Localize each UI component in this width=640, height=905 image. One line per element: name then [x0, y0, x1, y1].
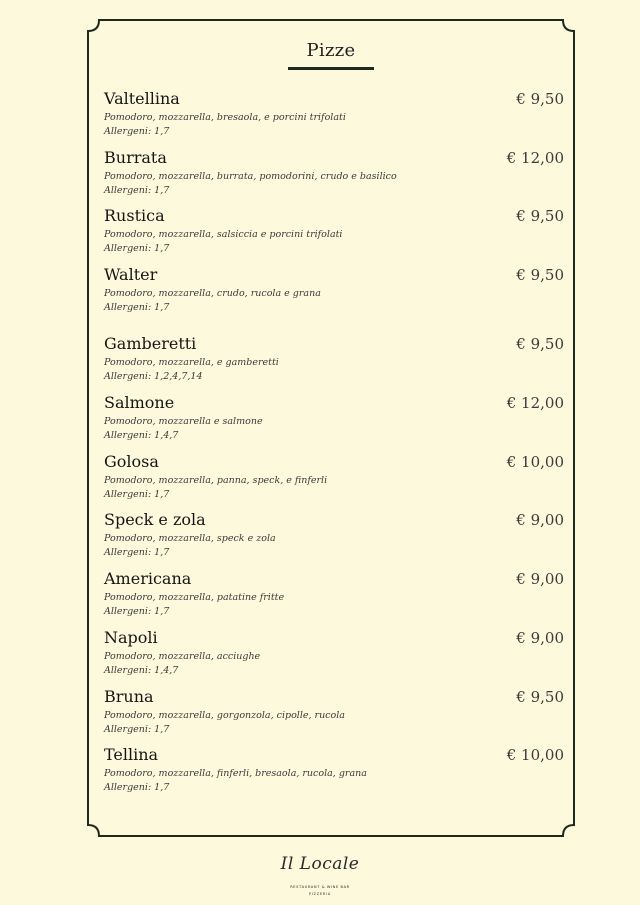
item-allergens: Allergeni: 1,7 [104, 126, 170, 137]
restaurant-logo [270, 852, 370, 900]
item-price: € 12,00 [506, 394, 564, 412]
item-description: Pomodoro, mozzarella, panna, speck, e finferli [104, 475, 328, 486]
item-description: Pomodoro, mozzarella, e gamberetti [104, 357, 279, 368]
item-price: € 10,00 [506, 453, 564, 471]
item-allergens: Allergeni: 1,7 [104, 547, 170, 558]
item-allergens: Allergeni: 1,7 [104, 302, 170, 313]
item-price: € 9,50 [516, 90, 564, 108]
item-price: € 9,50 [516, 688, 564, 706]
item-price: € 9,00 [516, 570, 564, 588]
menu-frame [87, 19, 575, 837]
item-allergens: Allergeni: 1,2,4,7,14 [104, 371, 203, 382]
item-description: Pomodoro, mozzarella, speck e zola [104, 533, 276, 544]
item-name: Tellina [104, 745, 159, 764]
item-description: Pomodoro, mozzarella, gorgonzola, cipolle, rucola [104, 710, 345, 721]
title-underline [288, 67, 374, 70]
item-price: € 10,00 [506, 746, 564, 764]
item-name: Golosa [104, 452, 159, 471]
item-description: Pomodoro, mozzarella, salsiccia e porcini trifolati [104, 229, 343, 240]
item-allergens: Allergeni: 1,7 [104, 243, 170, 254]
item-description: Pomodoro, mozzarella e salmone [104, 416, 263, 427]
item-description: Pomodoro, mozzarella, finferli, bresaola, rucola, grana [104, 768, 367, 779]
item-allergens: Allergeni: 1,7 [104, 782, 170, 793]
item-description: Pomodoro, mozzarella, patatine fritte [104, 592, 285, 603]
item-description: Pomodoro, mozzarella, acciughe [104, 651, 261, 662]
logo-subtitle: RESTAURANT & WINE BAR [290, 885, 350, 889]
item-price: € 12,00 [506, 149, 564, 167]
logo-subtitle-pizzeria: PIZZERIA [309, 892, 331, 896]
item-description: Pomodoro, mozzarella, bresaola, e porcini trifolati [104, 112, 346, 123]
item-allergens: Allergeni: 1,7 [104, 606, 170, 617]
item-name: Salmone [104, 393, 175, 412]
item-allergens: Allergeni: 1,4,7 [104, 430, 179, 441]
item-allergens: Allergeni: 1,7 [104, 489, 170, 500]
menu-title: Pizze [306, 40, 356, 61]
item-price: € 9,00 [516, 629, 564, 647]
item-name: Burrata [104, 148, 167, 167]
item-price: € 9,00 [516, 511, 564, 529]
item-name: Napoli [104, 628, 158, 647]
item-price: € 9,50 [516, 266, 564, 284]
item-name: Rustica [104, 206, 165, 225]
item-name: Walter [104, 265, 158, 284]
item-allergens: Allergeni: 1,7 [104, 724, 170, 735]
item-name: Americana [104, 569, 192, 588]
item-allergens: Allergeni: 1,7 [104, 185, 170, 196]
item-description: Pomodoro, mozzarella, burrata, pomodorini, crudo e basilico [104, 171, 397, 182]
item-price: € 9,50 [516, 207, 564, 225]
item-name: Valtellina [104, 89, 180, 108]
item-allergens: Allergeni: 1,4,7 [104, 665, 179, 676]
item-price: € 9,50 [516, 335, 564, 353]
logo-script: Il Locale [280, 854, 360, 874]
item-name: Speck e zola [104, 510, 206, 529]
item-description: Pomodoro, mozzarella, crudo, rucola e grana [104, 288, 321, 299]
item-name: Bruna [104, 687, 154, 706]
item-name: Gamberetti [104, 334, 197, 353]
